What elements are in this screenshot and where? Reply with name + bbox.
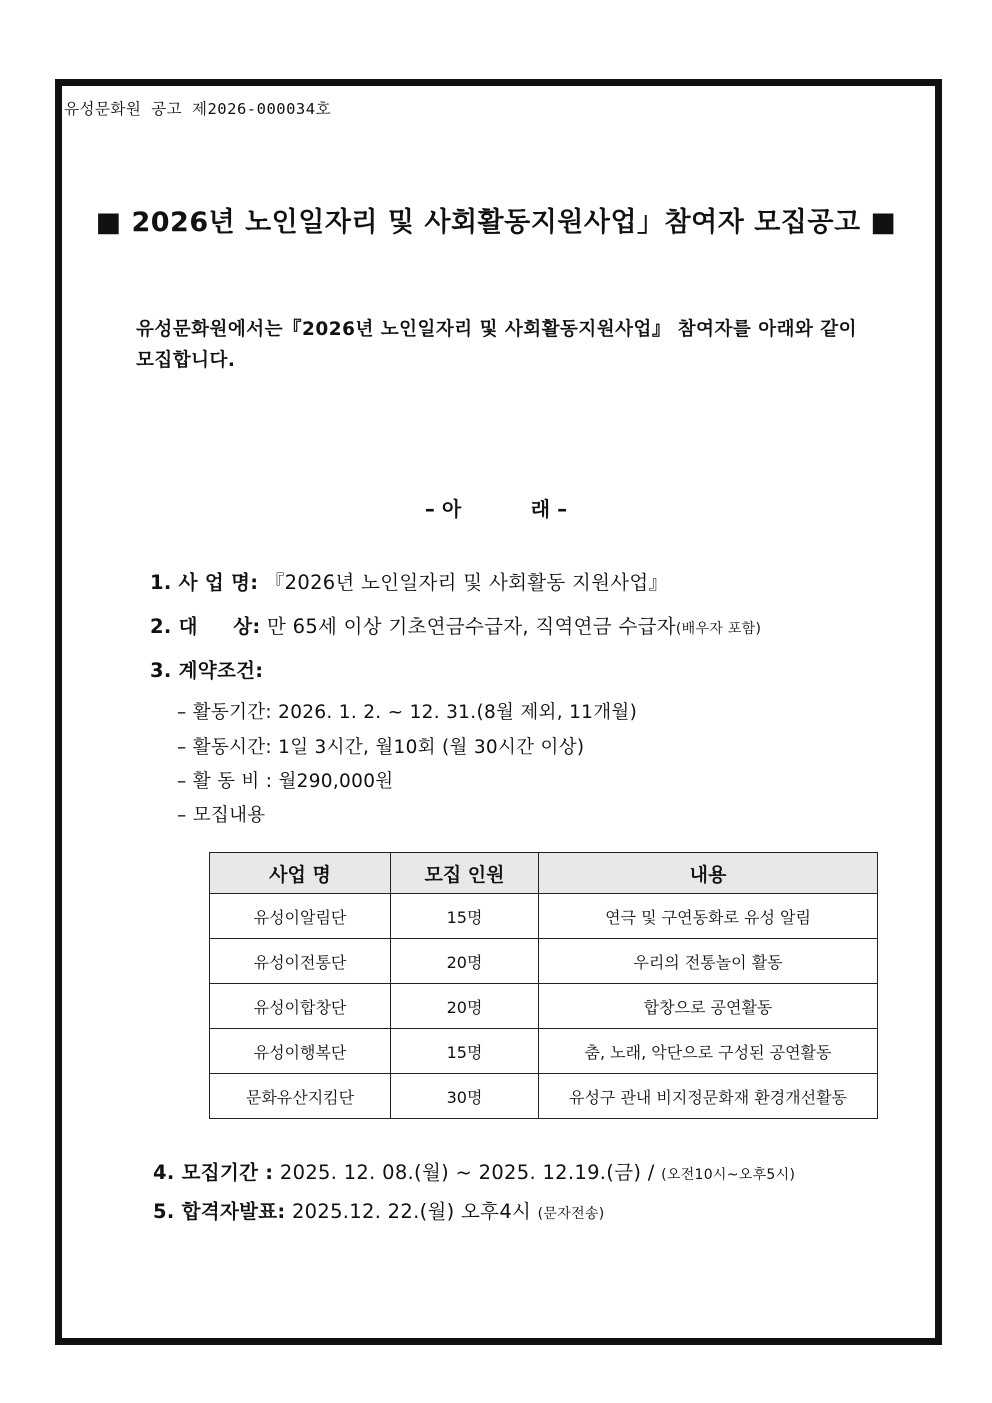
cell-content: 연극 및 구연동화로 유성 알림 <box>539 894 878 939</box>
notice-number: 유성문화원 공고 제2026-000034호 <box>64 100 332 118</box>
page-title: ■ 2026년 노인일자리 및 사회활동지원사업」참여자 모집공고 ■ <box>95 207 897 238</box>
item-value: 『2026년 노인일자리 및 사회활동 지원사업』 <box>264 571 669 594</box>
cell-recruit-count: 20명 <box>391 984 539 1029</box>
item-recruit-period <box>153 1157 795 1185</box>
condition-pay: – 활 동 비 : 월290,000원 <box>177 771 394 792</box>
cell-business-name: 문화유산지킴단 <box>210 1074 391 1119</box>
item-value: 2025. 12. 08.(월) ~ 2025. 12.19.(금) / <box>279 1161 655 1184</box>
cell-content: 우리의 전통놀이 활동 <box>539 939 878 984</box>
table-row <box>210 984 878 1029</box>
item-label: 1. 사 업 명: <box>150 571 259 594</box>
item-label: 5. 합격자발표: <box>153 1200 286 1223</box>
cell-business-name: 유성이전통단 <box>210 939 391 984</box>
cell-recruit-count: 15명 <box>391 894 539 939</box>
cell-content: 유성구 관내 비지정문화재 환경개선활동 <box>539 1074 878 1119</box>
table-row <box>210 1029 878 1074</box>
condition-period: – 활동기간: 2026. 1. 2. ~ 12. 31.(8월 제외, 11개월) <box>177 702 638 723</box>
item-announcement <box>153 1196 605 1224</box>
condition-recruit-content: – 모집내용 <box>177 805 266 826</box>
item-value: 2025.12. 22.(월) 오후4시 <box>291 1200 532 1223</box>
table-header-row <box>210 853 878 894</box>
table-row <box>210 1074 878 1119</box>
cell-content: 춤, 노래, 악단으로 구성된 공연활동 <box>539 1029 878 1074</box>
item-label: 4. 모집기간 : <box>153 1161 274 1184</box>
item-label: 3. 계약조건: <box>150 659 264 682</box>
cell-business-name: 유성이합창단 <box>210 984 391 1029</box>
header-business-name: 사업 명 <box>210 853 391 894</box>
header-recruit-count: 모집 인원 <box>391 853 539 894</box>
header-content: 내용 <box>539 853 878 894</box>
cell-recruit-count: 20명 <box>391 939 539 984</box>
item-note: (배우자 포함) <box>675 621 762 637</box>
condition-hours: – 활동시간: 1일 3시간, 월10회 (월 30시간 이상) <box>177 737 585 758</box>
item-note: (오전10시~오후5시) <box>661 1167 796 1183</box>
recruit-table <box>209 852 878 1119</box>
item-business-name <box>150 567 668 595</box>
cell-recruit-count: 15명 <box>391 1029 539 1074</box>
item-value: 만 65세 이상 기초연금수급자, 직역연금 수급자 <box>266 615 676 638</box>
cell-business-name: 유성이알림단 <box>210 894 391 939</box>
cell-content: 합창으로 공연활동 <box>539 984 878 1029</box>
item-label: 2. 대 상: <box>150 615 261 638</box>
intro-paragraph: 유성문화원에서는『2026년 노인일자리 및 사회활동지원사업』 참여자를 아래와 같이 모집합니다. <box>136 319 858 371</box>
table-row <box>210 939 878 984</box>
item-target <box>150 611 761 639</box>
table-row <box>210 894 878 939</box>
cell-business-name: 유성이행복단 <box>210 1029 391 1074</box>
item-conditions <box>150 655 263 683</box>
item-note: (문자전송) <box>537 1206 605 1222</box>
cell-recruit-count: 30명 <box>391 1074 539 1119</box>
section-divider-heading: – 아 래 – <box>424 497 568 521</box>
